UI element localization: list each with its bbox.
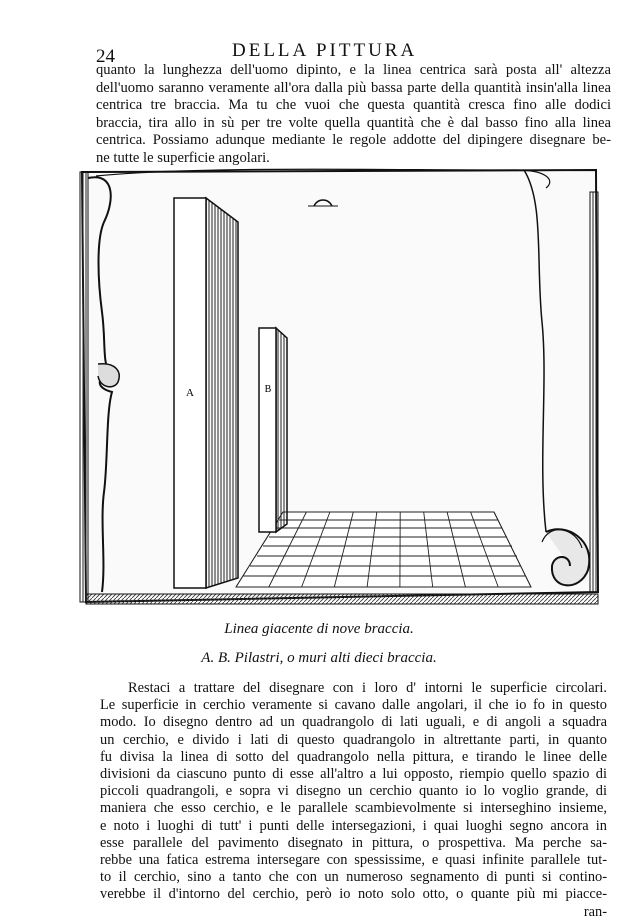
catchword: ran- [100,904,607,921]
text-line: fu divisa la linea di sotto del quadrangolo nella pittura, e tirando le linee delle [100,749,607,766]
text-line: piccoli quadrangoli, e sopra vi disegno un cerchio quanto io lo voglio grande, di [100,783,607,800]
figure-caption-2: A. B. Pilastri, o muri alti dieci braccia. [0,650,638,667]
pillar-a [174,198,238,588]
text-line: centrica tre braccia. Ma tu che vuoi che questa quantità cresca fino alle dodici [96,97,611,115]
text-line: dell'uomo saranno veramente all'ora dalla più bassa parte della quantità insin'alla linea [96,80,611,98]
text-line: divisioni da ciascuno punto di esse all'altro a lui opposto, riempio quello spazio di [100,766,607,783]
text-line: e noto i luoghi di tutt' i punti delle intersegazioni, i quai luoghi segno ancora in [100,818,607,835]
text-line: modo. Io disegno dentro ad un quadrangolo di lati uguali, e di angoli a squadra [100,714,607,731]
text-line: verebbe il d'intorno del cerchio, però io noto solo otto, o quante più mi piacce- [100,886,607,903]
text-line: ne tutte le superficie angolari. [96,150,611,168]
text-line: esse parallele del pavimento disegnato in pittura, o prospettiva. Ma perche sa- [100,835,607,852]
text-line: Le superficie in cerchio veramente si cavano dalle angolari, il che io fo in questo [100,697,607,714]
text-line: quanto la lunghezza dell'uomo dipinto, e la linea centrica sarà posta all' altezza [96,62,611,80]
text-line: rebbe una fatica estrema intersegare con spessissime, e quasi infinite parallele tut- [100,852,607,869]
text-line: maniera che esso cerchio, e le parallele scambievolmente si interseghino insieme, [100,800,607,817]
running-title: DELLA PITTURA [232,40,417,62]
perspective-engraving [76,162,606,612]
top-paragraph [96,62,611,168]
page-number: 24 [96,46,115,68]
figure-caption-1: Linea giacente di nove braccia. [0,621,638,638]
text-line: centrica. Possiamo adunque mediante le regole addotte del dipingere disegnare be- [96,132,611,150]
text-line: to il cerchio, sino a tanto che con un numeroso segnamento di punti si contino- [100,869,607,886]
label-a: A [186,387,194,399]
text-line: un cerchio, e divido i lati di questo quadrangolo in altrettante parti, in quanto [100,732,607,749]
text-line: Restaci a trattare del disegnare con i loro d' intorni le superficie circolari. [100,680,607,697]
label-b: B [265,384,272,395]
pillar-b [259,328,287,532]
body-paragraph [100,680,607,921]
text-line: braccia, tira allo in sù per tre volte quella quantità che è dal basso fino alla linea [96,115,611,133]
